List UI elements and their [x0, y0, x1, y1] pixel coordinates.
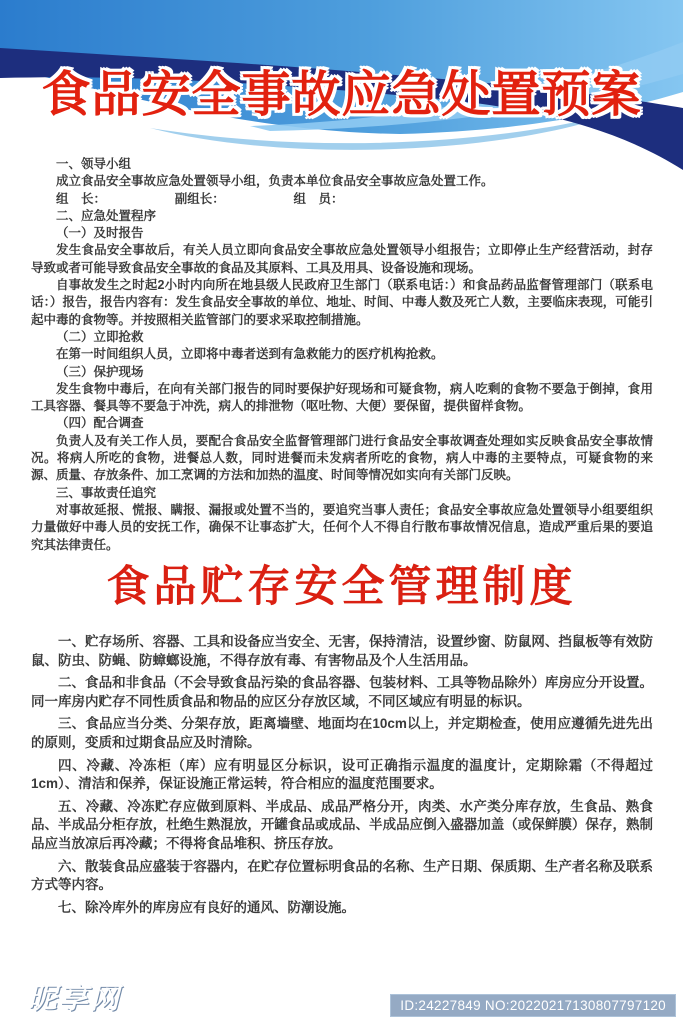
plan-subheading-1: （一）及时报告 — [56, 226, 144, 241]
storage-item: 六、散装食品应盛装于容器内，在贮存位置标明食品的名称、生产日期、保质期、生产者名称及联系方式等内容。 — [31, 858, 653, 893]
storage-section — [31, 633, 653, 921]
asset-id-badge: ID:24227849 NO:20220217130807797120 — [390, 994, 676, 1017]
storage-item: 二、食品和非食品（不会导致食品污染的食品容器、包装材料、工具等物品除外）库房应分开设置。同一库房内贮存不同性质食品和物品的应区分存放区域，不同区域应有明显的标识。 — [31, 675, 653, 709]
plan-paragraph: 发生食物中毒后，在向有关部门报告的同时要保护好现场和可疑食物，病人吃剩的食物不要急于倒掉，食用工具容器、餐具等不要急于冲洗，病人的排泄物（呕吐物、大便）要保留，提供留样食物。 — [31, 381, 653, 414]
plan-section — [31, 156, 653, 554]
plan-paragraph: 自事故发生之时起2小时内向所在地县级人民政府卫生部门（联系电话：）和食品药品监督管理部门（联系电话：）报告，报告内容有：发生食品安全事故的单位、地址、时间、中毒人数及死亡人数，主要临床表现，可能引起中毒的食物等。并按照相关监管部门的要求采取控制措施。 — [31, 278, 653, 327]
plan-heading-2: 二、应急处置程序 — [56, 208, 157, 223]
storage-item: 五、冷藏、冷冻贮存应做到原料、半成品、成品严格分开，肉类、水产类分库存放，生食品、熟食品、半成品分柜存放，杜绝生熟混放，开罐食品或成品、半成品应倒入盛器加盖（或保鲜膜）保存，熟制品应当放凉后再冷藏；不得将食品堆积、挤压存放。 — [31, 798, 653, 851]
plan-title: 食品安全事故应急处置预案 — [41, 68, 642, 122]
storage-title: 食品贮存安全管理制度 — [106, 563, 577, 611]
plan-paragraph: 对事故延报、慌报、瞒报、漏报或处置不当的，要追究当事人责任；食品安全事故应急处置领导小组要组织力量做好中毒人员的安抚工作，确保不让事态扩大，任何个人不得自行散布事故情况信息，造成严重后果的要追究其法律责任。 — [31, 502, 653, 552]
plan-subheading-4: （四）配合调查 — [56, 416, 144, 431]
plan-heading-1: 一、领导小组 — [56, 157, 132, 171]
storage-item: 四、冷藏、冷冻柜（库）应有明显区分标识，设可正确指示温度的温度计，定期除霜（不得超过1cm）、清洁和保养，保证设施正常运转，符合相应的温度范围要求。 — [31, 757, 653, 792]
plan-subheading-3: （三）保护现场 — [56, 364, 144, 379]
plan-heading-3: 三、事故责任追究 — [56, 485, 157, 500]
site-logo: 昵享网 — [28, 983, 122, 1015]
site-url: www.nipic.cn — [132, 991, 266, 1013]
plan-paragraph: 负责人及有关工作人员，要配合食品安全监督管理部门进行食品安全事故调查处理如实反映食品安全事故情况。将病人所吃的食物，进餐总人数，同时进餐而未发病者所吃的食物，病人中毒的主要特点，可疑食物的来源、质量、存放条件、加工烹调的方法和加热的温度、时间等情况如实向有关部门反映。 — [31, 433, 653, 483]
storage-item: 三、食品应当分类、分架存放，距离墙壁、地面均在10cm以上，并定期检查，使用应遵循先进先出的原则，变质和过期食品应及时清除。 — [31, 716, 653, 750]
site-watermark — [28, 976, 265, 1017]
plan-paragraph: 发生食品安全事故后，有关人员立即向食品安全事故应急处置领导小组报告；立即停止生产经营活动，封存导致或者可能导致食品安全事故的食品及其原料、工具及用具、设备设施和现场。 — [31, 243, 653, 275]
plan-roles-line: 组 长： 副组长： 组 员： — [56, 191, 344, 206]
storage-item: 一、贮存场所、容器、工具和设备应当安全、无害，保持清洁，设置纱窗、防鼠网、挡鼠板等有效防鼠、防虫、防蝇、防蟑螂设施，不得存放有毒、有害物品及个人生活用品。 — [31, 634, 653, 668]
plan-paragraph: 在第一时间组织人员，立即将中毒者送到有急救能力的医疗机构抢救。 — [56, 347, 444, 362]
plan-subheading-2: （二）立即抢救 — [56, 329, 144, 344]
plan-paragraph: 成立食品安全事故应急处置领导小组，负责本单位食品安全事故应急处置工作。 — [56, 174, 494, 189]
storage-item: 七、除冷库外的库房应有良好的通风、防潮设施。 — [58, 899, 355, 915]
